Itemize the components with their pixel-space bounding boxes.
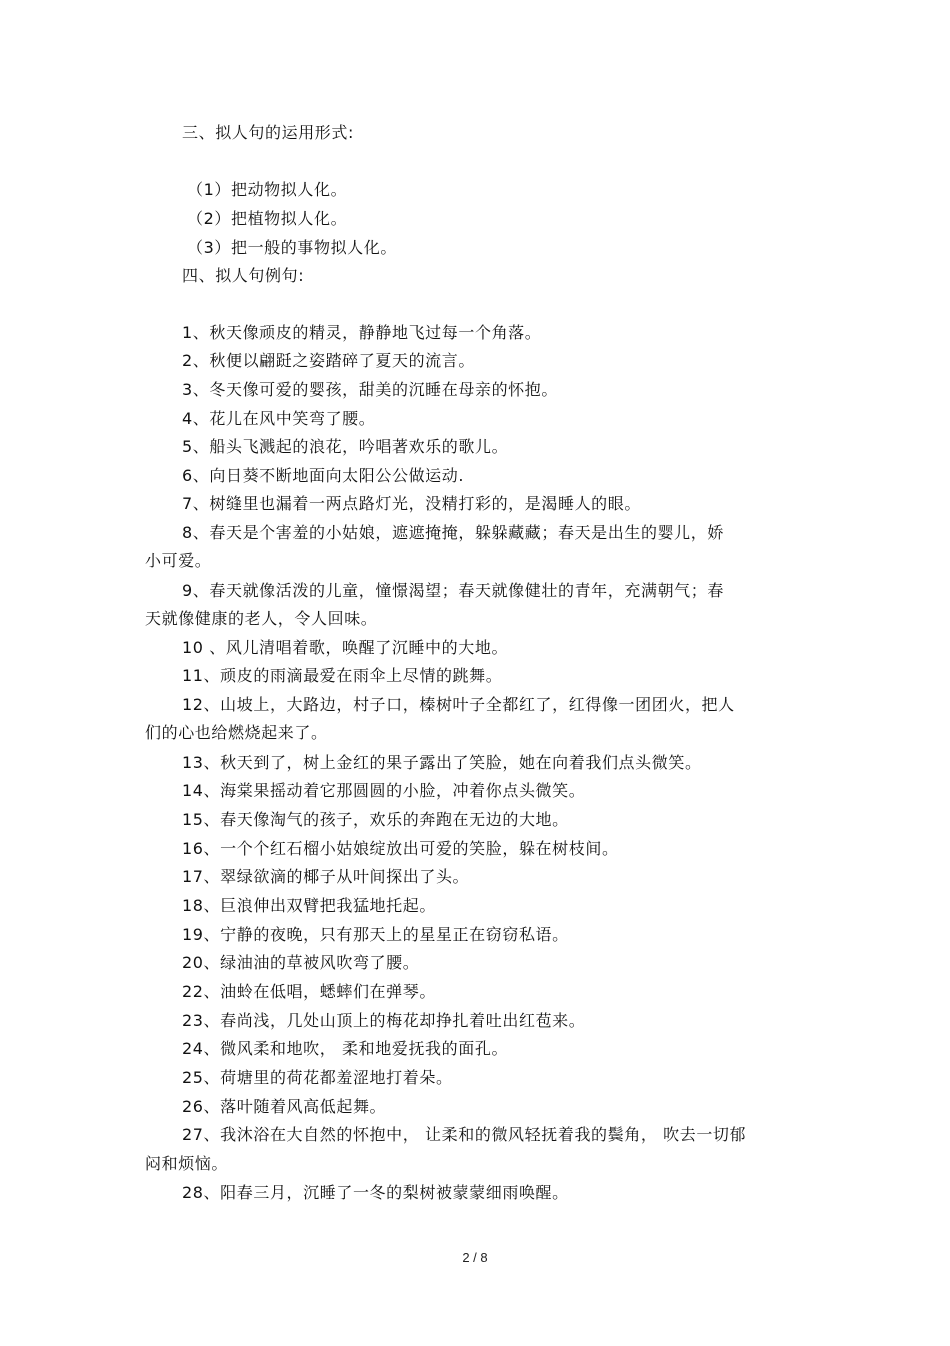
example-17: 17、翠绿欲滴的椰子从叶间探出了头。 [182, 867, 470, 886]
page-number: 2 / 8 [462, 1250, 488, 1265]
section-heading-4: 四、拟人句例句: [182, 266, 305, 285]
example-27-cont: 闷和烦恼。 [145, 1154, 229, 1173]
example-19: 19、宁静的夜晚，只有那天上的星星正在窃窃私语。 [182, 925, 569, 944]
example-10: 10 、风儿清唱着歌，唤醒了沉睡中的大地。 [182, 638, 509, 657]
example-14: 14、海棠果摇动着它那圆圆的小脸，冲着你点头微笑。 [182, 781, 586, 800]
example-11: 11、顽皮的雨滴最爱在雨伞上尽情的跳舞。 [182, 666, 503, 685]
form-item-1: （1）把动物拟人化。 [187, 180, 348, 199]
example-3: 3、冬天像可爱的婴孩，甜美的沉睡在母亲的怀抱。 [182, 380, 558, 399]
example-2: 2、秋便以翩跹之姿踏碎了夏天的流言。 [182, 351, 475, 370]
form-item-2: （2）把植物拟人化。 [187, 209, 348, 228]
example-26: 26、落叶随着风高低起舞。 [182, 1097, 387, 1116]
example-7: 7、树缝里也漏着一两点路灯光，没精打彩的，是渴睡人的眼。 [182, 494, 641, 513]
example-6: 6、向日葵不断地面向太阳公公做运动. [182, 466, 465, 485]
example-12-cont: 们的心也给燃烧起来了。 [145, 723, 328, 742]
example-4: 4、花儿在风中笑弯了腰。 [182, 409, 376, 428]
example-9: 9、春天就像活泼的儿童，憧憬渴望；春天就像健壮的青年，充满朝气；春 [182, 581, 724, 600]
example-28: 28、阳春三月，沉睡了一冬的梨树被蒙蒙细雨唤醒。 [182, 1183, 569, 1202]
example-18: 18、巨浪伸出双臂把我猛地托起。 [182, 896, 436, 915]
form-item-3: （3）把一般的事物拟人化。 [187, 238, 397, 257]
example-16: 16、一个个红石榴小姑娘绽放出可爱的笑脸，躲在树枝间。 [182, 839, 619, 858]
example-22: 22、油蛉在低唱，蟋蟀们在弹琴。 [182, 982, 436, 1001]
example-25: 25、荷塘里的荷花都羞涩地打着朵。 [182, 1068, 453, 1087]
example-8-cont: 小可爱。 [145, 551, 212, 570]
example-20: 20、绿油油的草被风吹弯了腰。 [182, 953, 420, 972]
example-27: 27、我沐浴在大自然的怀抱中， 让柔和的微风轻抚着我的鬓角， 吹去一切郁 [182, 1125, 747, 1144]
example-24: 24、微风柔和地吹， 柔和地爱抚我的面孔。 [182, 1039, 509, 1058]
example-9-cont: 天就像健康的老人，令人回味。 [145, 609, 378, 628]
example-8: 8、春天是个害羞的小姑娘，遮遮掩掩，躲躲藏藏；春天是出生的婴儿，娇 [182, 523, 724, 542]
example-5: 5、船头飞溅起的浪花，吟唱著欢乐的歌儿。 [182, 437, 509, 456]
example-13: 13、秋天到了，树上金红的果子露出了笑脸，她在向着我们点头微笑。 [182, 753, 702, 772]
section-heading-3: 三、拟人句的运用形式: [182, 123, 354, 142]
example-23: 23、春尚浅，几处山顶上的梅花却挣扎着吐出红苞来。 [182, 1011, 586, 1030]
example-15: 15、春天像淘气的孩子，欢乐的奔跑在无边的大地。 [182, 810, 569, 829]
example-12: 12、山坡上，大路边，村子口，榛树叶子全都红了，红得像一团团火，把人 [182, 695, 735, 714]
example-1: 1、秋天像顽皮的精灵，静静地飞过每一个角落。 [182, 323, 542, 342]
